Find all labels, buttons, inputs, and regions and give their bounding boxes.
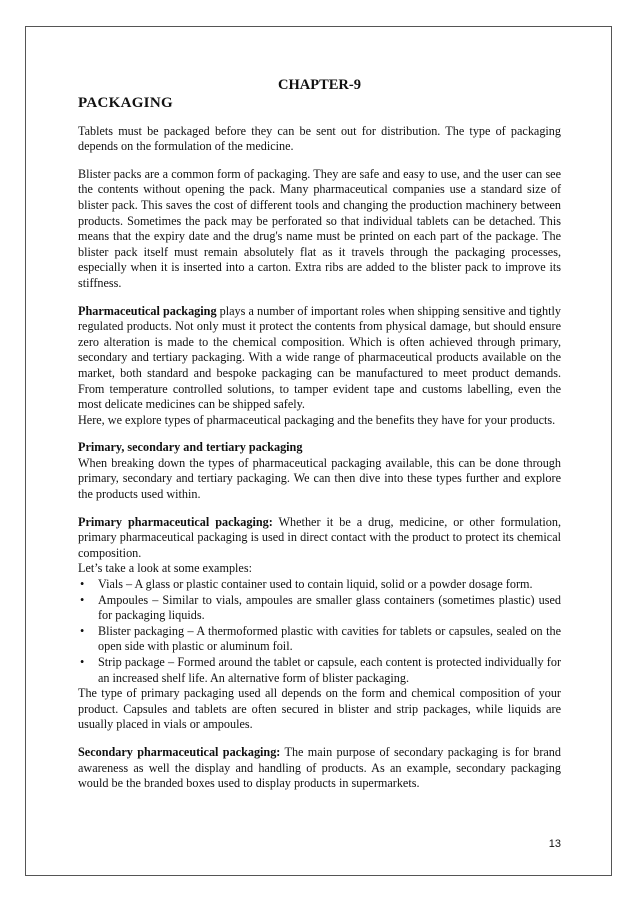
examples-list bbox=[78, 577, 561, 686]
secondary-packaging-text: The main purpose of secondary packaging is for brand awareness as well the display and handling of products. As an example, secondary packaging would be the branded boxes used to display products in supermarkets. bbox=[78, 744, 561, 791]
primary-summary-paragraph: The type of primary packaging used all depends on the form and chemical composition of your product. Capsules and tablets are often secured in blister and strip packages, while liquids are usually placed in vials or ampoules. bbox=[78, 686, 561, 732]
page-number: 13 bbox=[548, 838, 561, 850]
secondary-packaging-paragraph bbox=[78, 745, 561, 792]
list-item-text: Ampoules – Similar to vials, ampoules are smaller glass containers (sometimes plastic) used for packaging liquids. bbox=[98, 592, 561, 623]
pharma-packaging-text: plays a number of important roles when shipping sensitive and tightly regulated products. Not only must it protect the contents from physical damage, but should ensure zero alteration is made to the chemical composition. Which is often achieved through primary, secondary and tertiary packaging. With a wide range of pharmaceutical products available on the market, both standard and bespoke packaging can be manufactured to meet product demands. From temperature controlled solutions, to tamper evident tape and customs labelling, even the most delicate medicines can be shipped safely. bbox=[78, 303, 561, 412]
list-item-text: Blister packaging – A thermoformed plastic with cavities for tablets or capsules, sealed on the open side with plastic or aluminum foil. bbox=[98, 623, 561, 654]
list-item bbox=[78, 593, 561, 624]
bullet-icon: • bbox=[80, 655, 85, 669]
explore-paragraph: Here, we explore types of pharmaceutical packaging and the benefits they have for your products. bbox=[78, 412, 556, 427]
blister-paragraph: Blister packs are a common form of packaging. They are safe and easy to use, and the user can see the contents without opening the pack. Many pharmaceutical companies use a standard size of blister pack. This saves the cost of different tools and changing the production machinery between products. Sometimes the pack may be perforated so that individual tablets can be detached. This means that the expiry date and the drug's name must be printed on each part of the package. The blister pack itself must remain absolutely flat as it travels through the packaging processes, especially when it is inserted into a carton. Extra ribs are added to the blister pack to improve its stiffness. bbox=[78, 166, 561, 290]
list-item bbox=[78, 655, 561, 686]
secondary-packaging-term: Secondary pharmaceutical packaging: bbox=[78, 744, 281, 759]
bullet-icon: • bbox=[80, 577, 85, 592]
bullet-icon: • bbox=[80, 623, 85, 638]
intro-paragraph: Tablets must be packaged before they can be sent out for distribution. The type of packaging depends on the formulation of the medicine. bbox=[78, 123, 561, 154]
list-item bbox=[78, 624, 561, 655]
primary-packaging-paragraph bbox=[78, 515, 561, 562]
list-item-text: Vials – A glass or plastic container used to contain liquid, solid or a powder dosage form. bbox=[98, 577, 533, 592]
section-heading-primary-secondary: Primary, secondary and tertiary packaging bbox=[78, 440, 303, 455]
examples-intro: Let’s take a look at some examples: bbox=[78, 561, 252, 576]
list-item-text: Strip package – Formed around the tablet or capsule, each content is protected individually for an increased shelf life. An alternative form of blister packaging. bbox=[98, 655, 561, 685]
bullet-icon: • bbox=[80, 592, 85, 607]
pharma-packaging-paragraph bbox=[78, 304, 561, 413]
pharma-packaging-term: Pharmaceutical packaging bbox=[78, 303, 217, 318]
list-item bbox=[78, 577, 561, 593]
chapter-heading: CHAPTER-9 bbox=[278, 77, 361, 93]
page-content bbox=[78, 78, 561, 792]
primary-packaging-term: Primary pharmaceutical packaging: bbox=[78, 514, 273, 529]
primary-packaging-text: Whether it be a drug, medicine, or other formulation, primary pharmaceutical packaging is used in direct contact with the product to protect its chemical composition. bbox=[78, 514, 561, 560]
types-paragraph: When breaking down the types of pharmaceutical packaging available, this can be done through primary, secondary and tertiary packaging. We can then dive into these types further and explore the products used within. bbox=[78, 455, 561, 502]
page-title: PACKAGING bbox=[78, 95, 173, 111]
